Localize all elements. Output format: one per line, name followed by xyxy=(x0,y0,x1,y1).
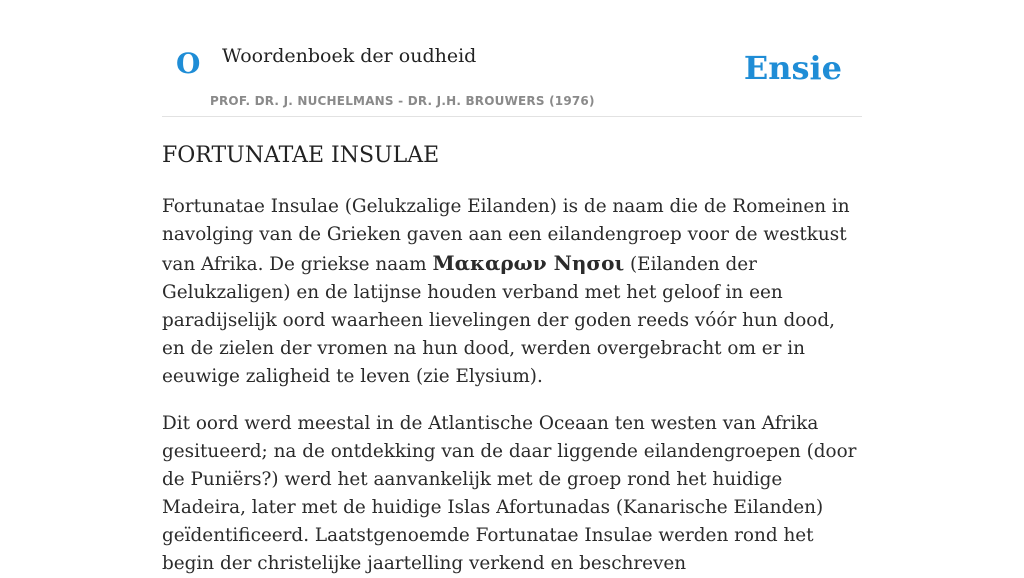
entry-paragraph-1 xyxy=(162,193,862,391)
paragraph-text: (Eilanden der Gelukzaligen) en de latijnse houden verband met het geloof in een paradijselijk oord waarheen lievelingen der goden reeds vóór hun dood, en de zielen der vromen na hun dood, werden overgebracht om er in eeuwige zaligheid te leven (zie Elysium). xyxy=(162,254,836,388)
entry-paragraph-2: Dit oord werd meestal in de Atlantische Oceaan ten westen van Afrika gesitueerd; na de ontdekking van de daar liggende eilandengroepen (door de Puniërs?) werd het aanvankelijk met de groep rond het huidige Madeira, later met de huidige Islas Afortunadas (Kanarische Eilanden) geïdentificeerd. Laatstgenoemde Fortunatae Insulae werden rond het begin der christelijke jaartelling verkend en beschreven xyxy=(162,413,857,575)
greek-term: Μακαρων Νησοι xyxy=(432,251,625,276)
letter-index[interactable]: O xyxy=(176,47,201,80)
book-title[interactable]: Woordenboek der oudheid xyxy=(222,45,477,67)
entry-title: FORTUNATAE INSULAE xyxy=(162,143,440,168)
ensie-logo[interactable]: Ensie xyxy=(743,49,842,87)
page-container xyxy=(162,0,862,578)
book-header xyxy=(162,0,862,117)
book-authors: PROF. DR. J. NUCHELMANS - DR. J.H. BROUWERS (1976) xyxy=(210,94,595,108)
paragraph-text: Fortunatae Insulae (Gelukzalige Eilanden) is de naam die de Romeinen in navolging van de Grieken gaven aan een eilandengroep voor de westkust van Afrika. De griekse naam xyxy=(162,196,850,276)
